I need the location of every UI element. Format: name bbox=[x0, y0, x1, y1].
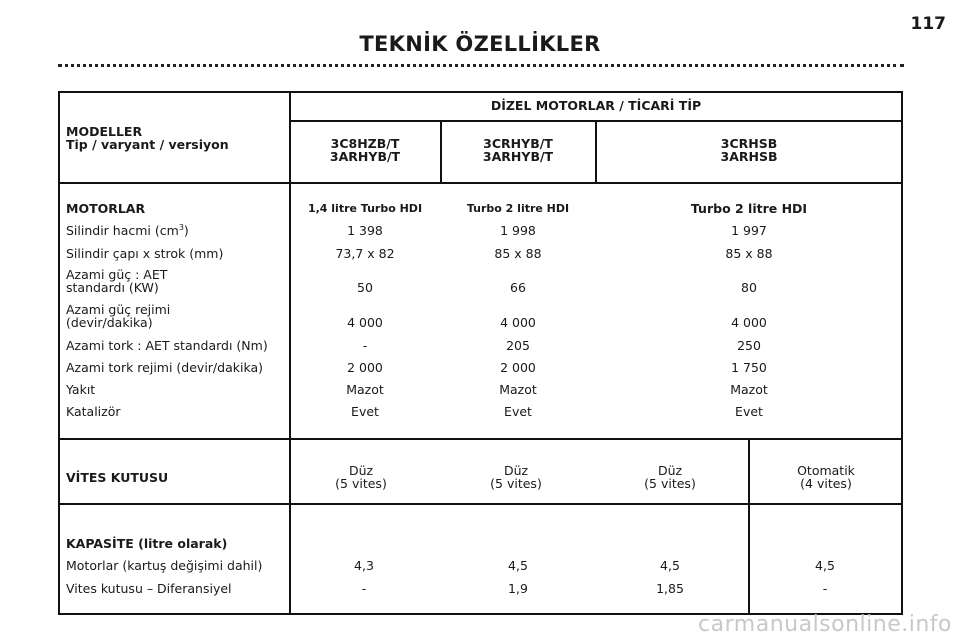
page-number: 117 bbox=[910, 14, 946, 34]
gearbox-value-4-line1: Otomatik bbox=[797, 463, 855, 478]
engine-name-3: Turbo 2 litre HDI bbox=[690, 201, 808, 216]
rule-header-bottom bbox=[58, 182, 903, 184]
row-torque-value-2: 205 bbox=[506, 338, 530, 353]
gearbox-value-1-line1: Düz bbox=[348, 463, 374, 478]
row-displacement-label: Silindir hacmi $(cm^3)$ bbox=[66, 222, 189, 238]
row-catalyst-value-1: Evet bbox=[351, 404, 379, 419]
row-gearbox-oil-value-4: - bbox=[822, 581, 828, 596]
row-catalyst-value-3: Evet bbox=[735, 404, 763, 419]
rule-gearbox-bottom bbox=[58, 503, 903, 505]
gearbox-value-3-line1: Düz bbox=[657, 463, 683, 478]
gearbox-value-3-line2: (5 vites) bbox=[644, 476, 696, 491]
col3-code-line1: 3CRHSB bbox=[720, 136, 778, 151]
capacities-section-label: KAPASİTE (litre olarak) bbox=[66, 536, 228, 551]
row-gearbox-oil-label: Vites kutusu – Diferansiyel bbox=[66, 581, 232, 596]
col3-code-line2: 3ARHSB bbox=[720, 149, 778, 164]
engine-name-1: 1,4 litre Turbo HDI bbox=[307, 202, 423, 215]
gearbox-value-1-line2: (5 vites) bbox=[335, 476, 387, 491]
row-gearbox-oil-value-2: 1,9 bbox=[508, 581, 528, 596]
gearbox-value-4-line2: (4 vites) bbox=[800, 476, 852, 491]
gearbox-value-2-line2: (5 vites) bbox=[490, 476, 542, 491]
row-torque-value-3: 250 bbox=[737, 338, 761, 353]
row-fuel-value-2: Mazot bbox=[499, 382, 537, 397]
row-engine-oil-value-3: 4,5 bbox=[660, 558, 680, 573]
row-power-rpm-value-1: 4 000 bbox=[347, 315, 383, 330]
row-bore-stroke-value-2: 85 x 88 bbox=[494, 246, 542, 261]
row-power-label-line2: standardı (KW) bbox=[66, 280, 159, 295]
row-power-rpm-value-3: 4 000 bbox=[731, 315, 767, 330]
type-label: Tip / varyant / versiyon bbox=[66, 137, 229, 152]
rule-col2-header bbox=[595, 120, 597, 182]
motors-section-label: MOTORLAR bbox=[66, 201, 146, 216]
gearbox-section-label: VİTES KUTUSU bbox=[66, 470, 169, 485]
row-gearbox-oil-value-1: - bbox=[361, 581, 367, 596]
row-torque-rpm-value-2: 2 000 bbox=[500, 360, 536, 375]
dotted-divider bbox=[58, 64, 904, 67]
row-engine-oil-value-4: 4,5 bbox=[815, 558, 835, 573]
models-label: MODELLER bbox=[66, 124, 143, 139]
row-power-value-1: 50 bbox=[357, 280, 373, 295]
row-power-rpm-value-2: 4 000 bbox=[500, 315, 536, 330]
row-catalyst-value-2: Evet bbox=[504, 404, 532, 419]
row-torque-label: Azami tork : AET standardı (Nm) bbox=[66, 338, 268, 353]
row-catalyst-label: Katalizör bbox=[66, 404, 121, 419]
row-engine-oil-label: Motorlar (kartuş değişimi dahil) bbox=[66, 558, 263, 573]
rule-motors-bottom bbox=[58, 438, 903, 440]
rule-label-column bbox=[289, 91, 291, 615]
col2-code-line2: 3ARHYB/T bbox=[482, 149, 554, 164]
rule-col3-gearbox bbox=[748, 438, 750, 615]
row-power-rpm-label-line1: Azami güç rejimi bbox=[66, 302, 171, 317]
row-displacement-value-1: 1 398 bbox=[347, 223, 383, 238]
row-fuel-value-1: Mazot bbox=[346, 382, 384, 397]
row-torque-rpm-label: Azami tork rejimi (devir/dakika) bbox=[66, 360, 264, 375]
row-fuel-value-3: Mazot bbox=[730, 382, 768, 397]
rule-col1-header bbox=[440, 120, 442, 182]
row-fuel-label: Yakıt bbox=[66, 382, 96, 397]
row-bore-stroke-value-1: 73,7 x 82 bbox=[335, 246, 395, 261]
row-torque-rpm-value-3: 1 750 bbox=[731, 360, 767, 375]
row-displacement-value-3: 1 997 bbox=[731, 223, 767, 238]
row-engine-oil-value-2: 4,5 bbox=[508, 558, 528, 573]
watermark: carmanualsonline.info bbox=[698, 612, 952, 637]
col1-code-line2: 3ARHYB/T bbox=[329, 149, 401, 164]
row-gearbox-oil-value-3: 1,85 bbox=[656, 581, 684, 596]
row-bore-stroke-label: Silindir çapı x strok (mm) bbox=[66, 246, 224, 261]
engine-name-2: Turbo 2 litre HDI bbox=[466, 202, 570, 215]
group-label: DİZEL MOTORLAR / TİCARİ TİP bbox=[490, 98, 702, 113]
row-displacement-value-2: 1 998 bbox=[500, 223, 536, 238]
row-power-value-3: 80 bbox=[741, 280, 757, 295]
row-bore-stroke-value-3: 85 x 88 bbox=[725, 246, 773, 261]
row-torque-value-1: - bbox=[362, 338, 368, 353]
row-torque-rpm-value-1: 2 000 bbox=[347, 360, 383, 375]
gearbox-value-2-line1: Düz bbox=[503, 463, 529, 478]
col2-code-line1: 3CRHYB/T bbox=[483, 136, 553, 151]
col1-code-line1: 3C8HZB/T bbox=[330, 136, 400, 151]
row-power-rpm-label-line2: (devir/dakika) bbox=[66, 315, 153, 330]
row-power-value-2: 66 bbox=[510, 280, 526, 295]
row-engine-oil-value-1: 4,3 bbox=[354, 558, 374, 573]
page-title: TEKNİK ÖZELLİKLER bbox=[359, 32, 601, 56]
row-power-label-line1: Azami güç : AET bbox=[66, 267, 168, 282]
